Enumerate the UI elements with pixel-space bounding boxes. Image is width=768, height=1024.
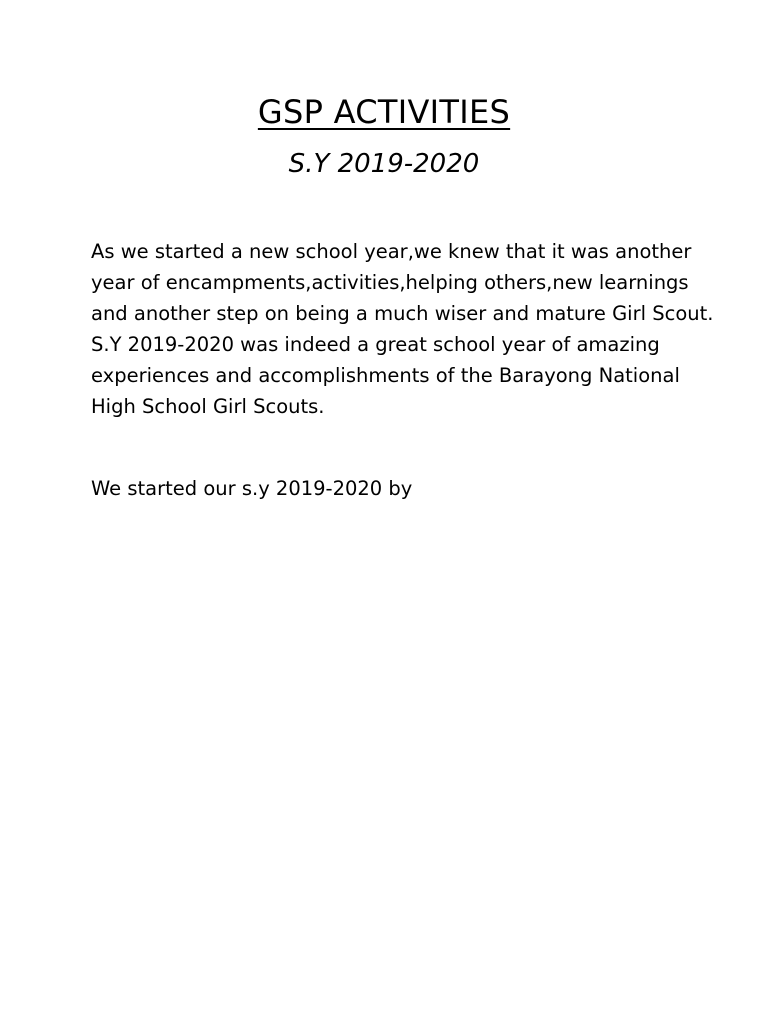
paragraph-line: High School Girl Scouts. (91, 395, 325, 418)
paragraph-line: S.Y 2019-2020 was indeed a great school year of amazing (91, 333, 660, 356)
paragraph-line: experiences and accomplishments of the Barayong National (91, 364, 680, 387)
paragraph-line: and another step on being a much wiser and mature Girl Scout. (91, 302, 714, 325)
paragraph-line: As we started a new school year,we knew that it was another (91, 240, 692, 263)
paragraph-line: year of encampments,activities,helping others,new learnings (91, 271, 689, 294)
document-subtitle: S.Y 2019-2020 (288, 149, 480, 179)
document-title: GSP ACTIVITIES (257, 93, 511, 131)
closing-paragraph: We started our s.y 2019-2020 by (91, 477, 413, 500)
intro-paragraph (91, 236, 714, 422)
